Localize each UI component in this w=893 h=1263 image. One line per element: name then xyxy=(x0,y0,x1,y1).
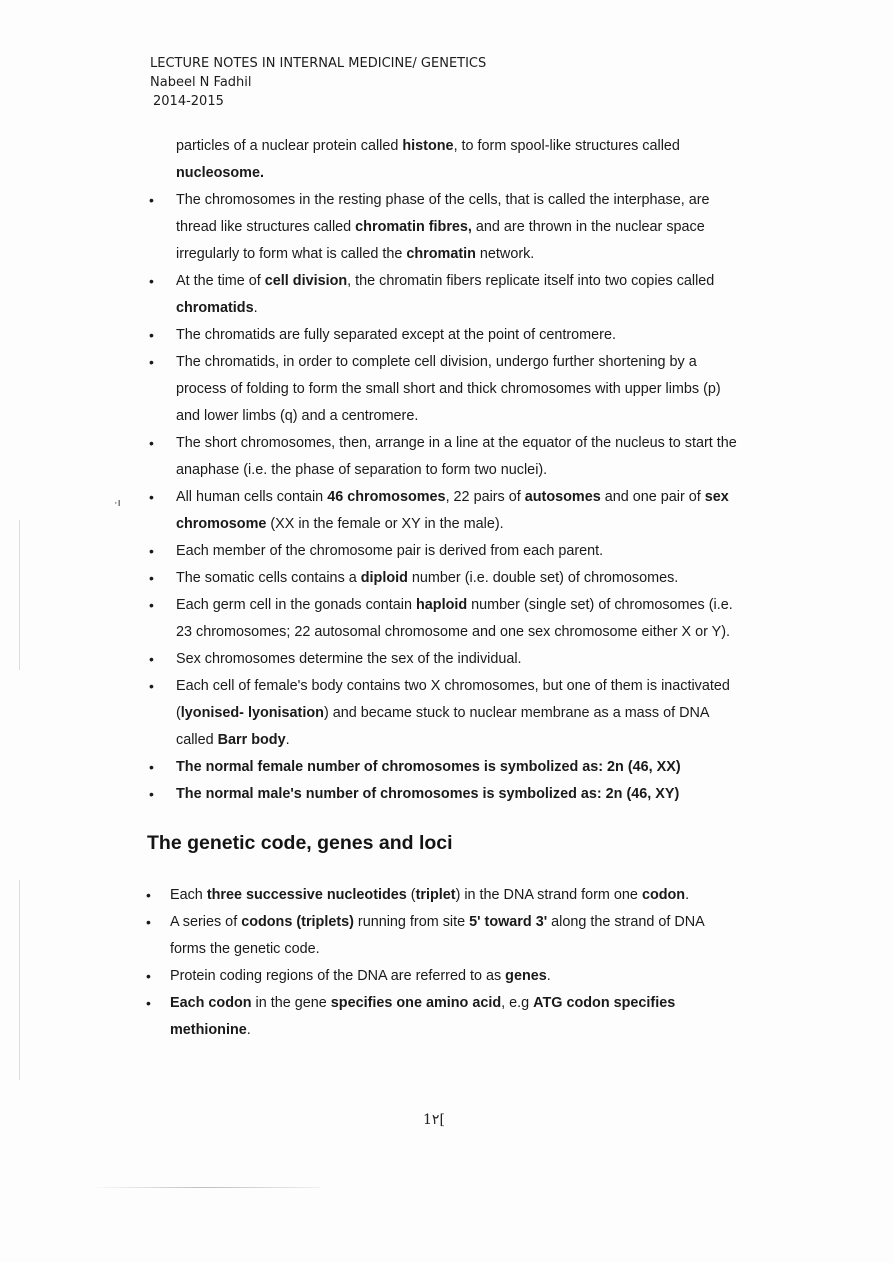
margin-mark: ·ı xyxy=(114,497,121,509)
header-year: 2014-2015 xyxy=(153,94,224,109)
list-item: • The short chromosomes, then, arrange in a line at the equator of the nucleus to start the anaphase (i.e. the phase of separation to form two nuclei). xyxy=(176,430,741,484)
list-item: • The somatic cells contains a diploid number (i.e. double set) of chromosomes. xyxy=(176,565,741,592)
list-item: • The chromatids are fully separated except at the point of centromere. xyxy=(176,322,741,349)
bold-term: histone xyxy=(402,138,454,154)
paragraph-text: particles of a nuclear protein called xyxy=(176,138,403,154)
section-heading: The genetic code, genes and loci xyxy=(147,832,453,854)
list-item: • Each germ cell in the gonads contain haploid number (single set) of chromosomes (i.e. 23 chromosomes; 22 autosomal chromosome and one sex chromosome either X or Y). xyxy=(176,592,741,646)
bold-term: nucleosome. xyxy=(176,165,264,181)
list-item: • The normal male's number of chromosomes is symbolized as: 2n (46, XY) xyxy=(176,781,741,808)
list-item: • Each cell of female's body contains two X chromosomes, but one of them is inactivated (lyonised- lyonisation) and became stuck to nuclear membrane as a mass of DNA called Barr body. xyxy=(176,673,741,754)
list-item: • Sex chromosomes determine the sex of the individual. xyxy=(176,646,741,673)
list-item: • Each three successive nucleotides (triplet) in the DNA strand form one codon. xyxy=(170,882,730,909)
chromosome-bullet-list xyxy=(0,187,893,808)
list-item: • Each member of the chromosome pair is derived from each parent. xyxy=(176,538,741,565)
paragraph-text: , to form spool-like structures called xyxy=(453,138,680,154)
list-item: • Each codon in the gene specifies one amino acid, e.g ATG codon specifies methionine. xyxy=(170,990,730,1044)
header-title: LECTURE NOTES IN INTERNAL MEDICINE/ GENETICS xyxy=(150,56,487,71)
list-item: • At the time of cell division, the chromatin fibers replicate itself into two copies called chromatids. xyxy=(176,268,741,322)
list-item: • All human cells contain 46 chromosomes, 22 pairs of autosomes and one pair of sex chromosome (XX in the female or XY in the male). xyxy=(176,484,741,538)
main-content xyxy=(0,133,893,1044)
list-item: • The normal female number of chromosomes is symbolized as: 2n (46, XX) xyxy=(176,754,741,781)
continuation-paragraph xyxy=(176,133,741,187)
list-item: • Protein coding regions of the DNA are referred to as genes. xyxy=(170,963,730,990)
list-item: • The chromosomes in the resting phase of the cells, that is called the interphase, are thread like structures called chromatin fibres, and are thrown in the nuclear space irregularly to form what is called the chromatin network. xyxy=(176,187,741,268)
page-number: 1٢[ xyxy=(423,1112,445,1128)
genetic-code-bullet-list xyxy=(0,882,893,1044)
header-author: Nabeel N Fadhil xyxy=(150,75,252,90)
list-item: • A series of codons (triplets) running from site 5' toward 3' along the strand of DNA forms the genetic code. xyxy=(170,909,730,963)
list-item: • The chromatids, in order to complete cell division, undergo further shortening by a process of folding to form the small short and thick chromosomes with upper limbs (p) and lower limbs (q) and a centromere. xyxy=(176,349,741,430)
document-header xyxy=(150,54,486,111)
footer-rule xyxy=(90,1187,320,1188)
